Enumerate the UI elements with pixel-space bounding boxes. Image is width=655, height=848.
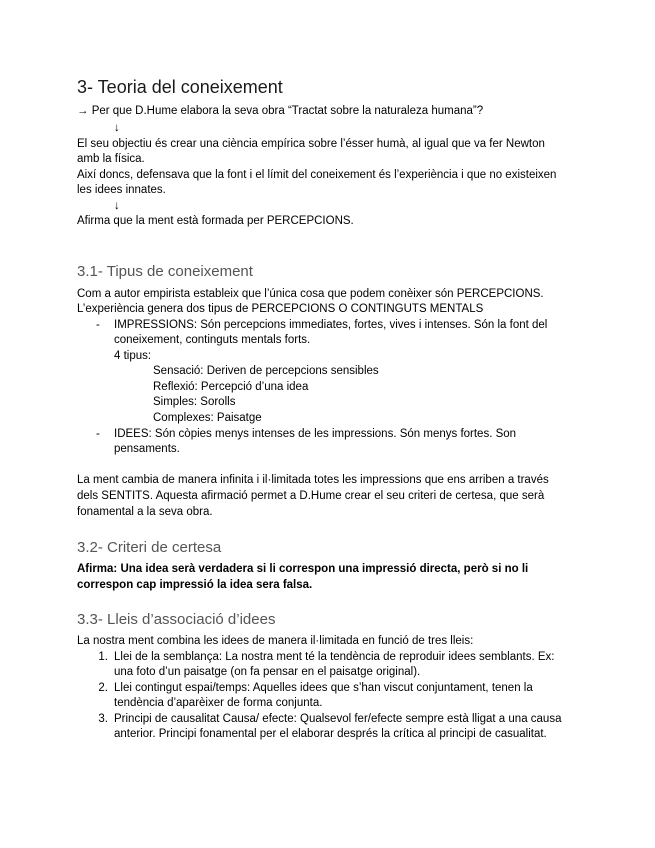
closing-line: La ment cambia de manera infinita i il·limitada totes les impressions que ens arriben a través (77, 474, 549, 486)
list-item: tendència d’aparèixer de forma conjunta. (114, 697, 323, 709)
type-item: Reflexió: Percepció d’una idea (153, 381, 309, 393)
section-title-criteri: 3.2- Criteri de certesa (77, 539, 222, 556)
impressions-line: IMPRESSIONS: Són percepcions immediates, fortes, vives i intenses. Són la font del (114, 319, 548, 331)
down-arrow-icon: ↓ (114, 122, 120, 134)
bullet-dash: - (96, 428, 100, 440)
section-title-lleis: 3.3- Lleis d’associació d’idees (77, 611, 276, 628)
list-item: Llei contingut espai/temps: Aquelles idees que s’han viscut conjuntament, tenen la (114, 682, 533, 694)
list-number: 3. (98, 713, 108, 725)
list-item: anterior. Principi fonamental per el elaborar després la crítica al principi de casualitat. (114, 728, 547, 740)
type-item: Simples: Sorolls (153, 396, 236, 408)
impressions-line: coneixement, continguts mentals forts. (114, 334, 311, 346)
lleis-intro: La nostra ment combina les idees de manera il·limitada en funció de tres lleis: (77, 635, 474, 647)
list-item: Llei de la semblança: La nostra ment té la tendència de reproduir idees semblants. Ex: (114, 651, 555, 663)
list-number: 2. (98, 682, 108, 694)
intro-line: L’experiència genera dos tipus de PERCEPCIONS O CONTINGUTS MENTALS (77, 303, 484, 315)
criteri-statement: correspon cap impressió la idea sera falsa. (77, 579, 313, 591)
closing-line: fonamental a la seva obra. (77, 506, 213, 518)
section-title-teoria: 3- Teoria del coneixement (77, 77, 283, 97)
ideas-line: IDEES: Són còpies menys intenses de les impressions. Són menys fortes. Son (114, 428, 517, 440)
bullet-dash: - (96, 319, 100, 331)
list-item: una foto d’un paisatge (on fa pensar en el paisatge original). (114, 666, 421, 678)
ideas-line: pensaments. (114, 443, 180, 455)
type-item: Sensació: Deriven de percepcions sensibles (153, 365, 379, 377)
criteri-statement: Afirma: Una idea serà verdadera si li correspon una impressió directa, però si no li (77, 563, 529, 575)
objective-line: amb la física. (77, 153, 145, 165)
objective-line: El seu objectiu és crear una ciència empírica sobre l’ésser humà, al igual que va fer Newton (77, 138, 545, 150)
down-arrow-icon: ↓ (114, 200, 120, 212)
mind-perceptions-line: Afirma que la ment està formada per PERCEPCIONS. (77, 215, 354, 227)
section-title-tipus: 3.1- Tipus de coneixement (77, 263, 253, 280)
types-label: 4 tipus: (114, 350, 152, 362)
defense-line: Així doncs, defensava que la font i el límit del coneixement és l’experiència i que no existeixen (77, 169, 557, 181)
intro-line: Com a autor empirista estableix que l’única cosa que podem conèixer són PERCEPCIONS. (77, 288, 544, 300)
defense-line: les idees innates. (77, 184, 166, 196)
list-item: Principi de causalitat Causa/ efecte: Qualsevol fer/efecte sempre està lligat a una causa (114, 713, 562, 725)
closing-line: dels SENTITS. Aquesta afirmació permet a D.Hume crear el seu criteri de certesa, que serà (77, 490, 545, 502)
question-line: → Per que D.Hume elabora la seva obra “Tractat sobre la naturaleza humana”? (77, 105, 484, 117)
type-item: Complexes: Paisatge (153, 412, 262, 424)
list-number: 1. (98, 651, 108, 663)
